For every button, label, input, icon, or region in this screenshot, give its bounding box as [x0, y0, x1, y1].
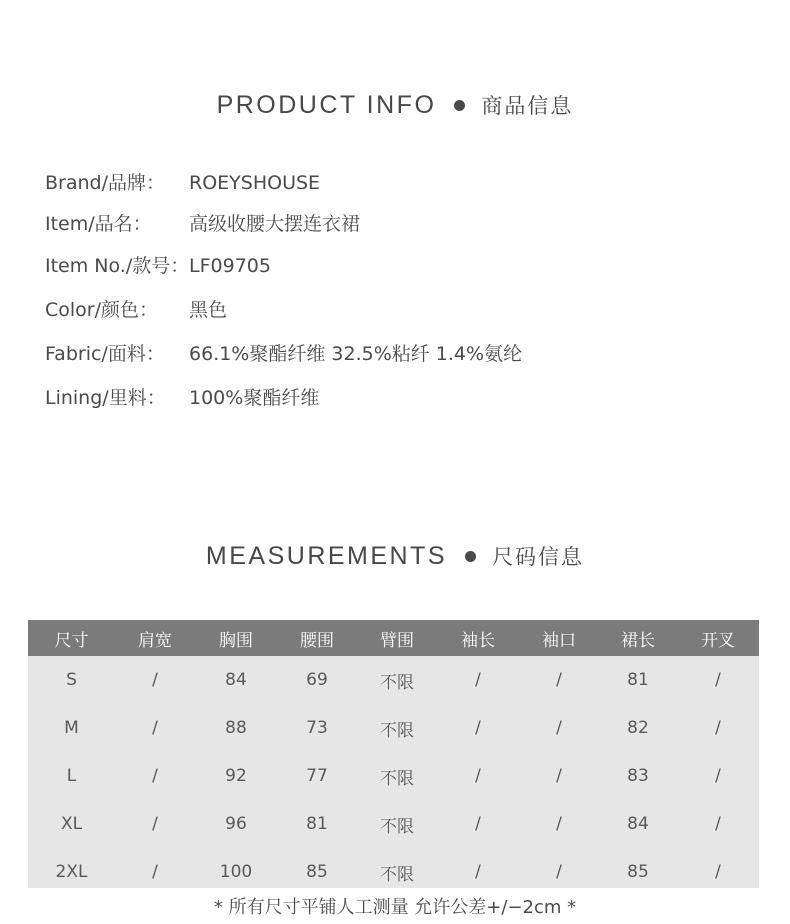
info-row-item-no [45, 251, 271, 278]
table-cell: 77 [306, 766, 328, 786]
info-value: 66.1%聚酯纤维 32.5%粘纤 1.4%氨纶 [189, 343, 523, 365]
product-info-title-cn: 商品信息 [481, 94, 574, 118]
table-cell: / [556, 670, 562, 690]
info-value: ROEYSHOUSE [189, 172, 321, 194]
table-cell: 84 [627, 814, 649, 834]
header-cell: 腰围 [300, 630, 334, 651]
size-table-header [28, 620, 759, 656]
table-cell: 100 [219, 862, 253, 882]
table-cell: / [556, 718, 562, 738]
table-cell: 2XL [55, 862, 88, 882]
header-cell: 肩宽 [138, 630, 172, 651]
table-cell: 69 [306, 670, 328, 690]
info-label: Brand/品牌： [45, 172, 165, 194]
measurements-title-en: MEASUREMENTS [205, 541, 448, 570]
table-cell: / [152, 718, 158, 738]
info-label: Lining/里料： [45, 387, 166, 409]
table-cell: 85 [306, 862, 328, 882]
header-cell: 开叉 [701, 630, 735, 651]
table-cell: / [715, 766, 721, 786]
info-label: Item No./款号： [45, 255, 190, 277]
table-cell: 82 [627, 718, 649, 738]
table-cell: / [556, 766, 562, 786]
info-row-brand [45, 168, 320, 195]
product-info-title-en: PRODUCT INFO [216, 90, 437, 119]
table-cell: / [715, 862, 721, 882]
table-cell: / [152, 670, 158, 690]
measurement-footnote: * 所有尺寸平铺人工测量 允许公差+/−2cm * [213, 897, 577, 918]
measurements-title [0, 541, 790, 571]
size-table [28, 620, 759, 888]
info-row-color [45, 295, 227, 322]
header-cell: 臂围 [380, 630, 414, 651]
table-cell: / [556, 862, 562, 882]
table-cell: 85 [627, 862, 649, 882]
table-cell: M [64, 718, 79, 738]
table-cell: S [66, 670, 77, 690]
table-cell: / [475, 814, 481, 834]
table-cell: 不限 [380, 672, 414, 693]
table-cell: L [66, 766, 77, 786]
table-cell: 不限 [380, 816, 414, 837]
table-cell: / [715, 718, 721, 738]
table-cell: 不限 [380, 768, 414, 789]
header-cell: 尺寸 [54, 630, 89, 651]
table-row [28, 704, 759, 752]
info-row-fabric [45, 339, 522, 366]
table-cell: 83 [627, 766, 649, 786]
info-label: Color/颜色： [45, 299, 159, 321]
header-cell: 袖口 [542, 630, 576, 651]
header-cell: 胸围 [219, 630, 253, 651]
table-cell: / [475, 766, 481, 786]
info-value: 黑色 [189, 299, 228, 321]
table-cell: / [152, 814, 158, 834]
info-row-item [45, 209, 360, 236]
table-row [28, 656, 759, 704]
info-value: 高级收腰大摆连衣裙 [189, 213, 361, 235]
table-cell: 81 [306, 814, 328, 834]
table-cell: / [475, 862, 481, 882]
table-cell: 不限 [380, 864, 414, 885]
table-cell: / [475, 670, 481, 690]
info-label: Fabric/面料： [45, 343, 165, 365]
info-label: Item/品名： [45, 213, 152, 235]
table-cell: 不限 [380, 720, 414, 741]
info-value: LF09705 [189, 255, 271, 277]
bullet-dot-icon [454, 100, 465, 111]
table-cell: XL [60, 814, 83, 834]
table-cell: / [152, 862, 158, 882]
header-cell: 裙长 [621, 630, 655, 651]
table-cell: / [715, 814, 721, 834]
table-cell: / [475, 718, 481, 738]
table-cell: / [715, 670, 721, 690]
measurements-title-cn: 尺码信息 [492, 545, 585, 569]
table-cell: 81 [627, 670, 649, 690]
header-cell: 袖长 [461, 630, 495, 651]
table-cell: 88 [225, 718, 247, 738]
table-cell: 73 [306, 718, 328, 738]
table-cell: 92 [225, 766, 247, 786]
info-row-lining [45, 383, 319, 410]
table-cell: 96 [225, 814, 247, 834]
table-cell: / [556, 814, 562, 834]
info-value: 100%聚酯纤维 [189, 387, 320, 409]
table-row [28, 800, 759, 848]
table-cell: 84 [225, 670, 247, 690]
table-row [28, 848, 759, 896]
table-row [28, 752, 759, 800]
product-info-title [0, 90, 790, 120]
bullet-dot-icon [465, 551, 476, 562]
table-cell: / [152, 766, 158, 786]
